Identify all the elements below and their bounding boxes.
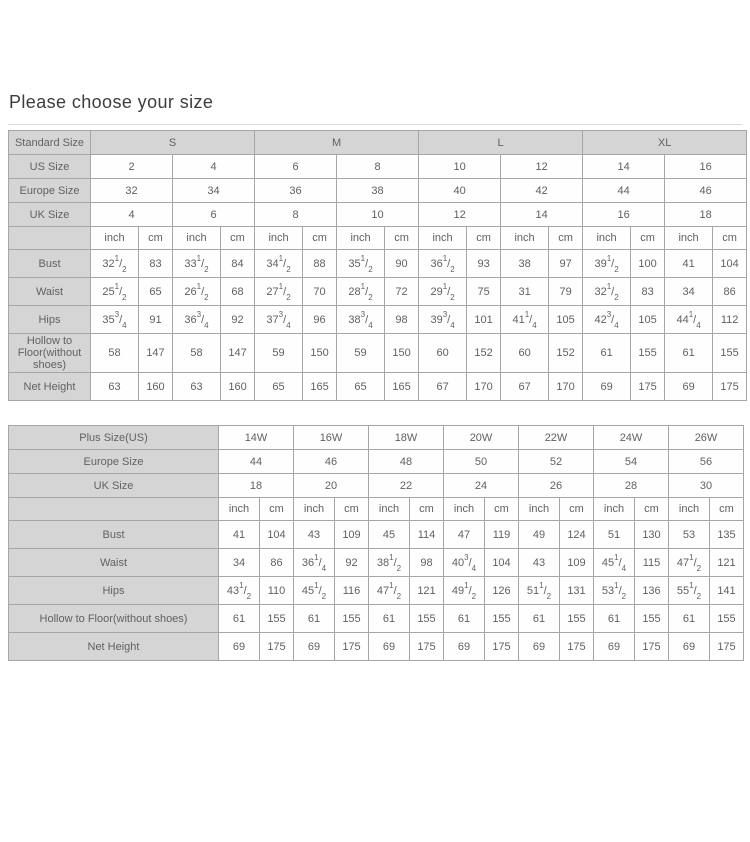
unit-header-inch: inch xyxy=(419,227,467,250)
measure-cell: 65 xyxy=(139,278,173,306)
measure-cell: $27^1/_2$ xyxy=(255,278,303,306)
measure-cell: 170 xyxy=(549,373,583,401)
measure-cell: 41 xyxy=(665,250,713,278)
measure-cell: 126 xyxy=(485,577,519,605)
size-cell: 48 xyxy=(369,450,444,474)
measure-cell: 59 xyxy=(337,334,385,373)
measure-cell: 63 xyxy=(91,373,139,401)
unit-header-cm: cm xyxy=(260,498,294,521)
measure-cell: 58 xyxy=(91,334,139,373)
row-label: Waist xyxy=(9,549,219,577)
size-cell: 16 xyxy=(665,155,747,179)
row-label: Europe Size xyxy=(9,179,91,203)
size-cell: 20 xyxy=(294,474,369,498)
measure-cell: 135 xyxy=(710,521,744,549)
measure-cell: 34 xyxy=(219,549,260,577)
size-cell: 28 xyxy=(594,474,669,498)
measure-cell: 150 xyxy=(303,334,337,373)
unit-header-inch: inch xyxy=(369,498,410,521)
size-row xyxy=(9,179,747,203)
measure-cell: 60 xyxy=(419,334,467,373)
row-label: Hollow to Floor(without shoes) xyxy=(9,605,219,633)
measure-cell: 170 xyxy=(467,373,501,401)
measure-cell: $39^3/_4$ xyxy=(419,306,467,334)
measure-cell: 93 xyxy=(467,250,501,278)
unit-header-inch: inch xyxy=(583,227,631,250)
measure-cell: 45 xyxy=(369,521,410,549)
unit-header-inch: inch xyxy=(255,227,303,250)
measure-cell: 61 xyxy=(294,605,335,633)
measure-cell: 72 xyxy=(385,278,419,306)
measure-cell: 109 xyxy=(335,521,369,549)
row-label: Waist xyxy=(9,278,91,306)
measure-cell: 83 xyxy=(139,250,173,278)
unit-header-inch: inch xyxy=(519,498,560,521)
measure-cell: $45^1/_4$ xyxy=(594,549,635,577)
measure-cell: $36^1/_2$ xyxy=(419,250,467,278)
measure-cell: 112 xyxy=(713,306,747,334)
measure-cell: 104 xyxy=(713,250,747,278)
size-group-header: M xyxy=(255,131,419,155)
measure-cell: 175 xyxy=(631,373,665,401)
unit-header-inch: inch xyxy=(91,227,139,250)
measure-cell: 43 xyxy=(294,521,335,549)
measure-cell: $55^1/_2$ xyxy=(669,577,710,605)
size-cell: 46 xyxy=(665,179,747,203)
measure-cell: $53^1/_2$ xyxy=(594,577,635,605)
measure-cell: 116 xyxy=(335,577,369,605)
row-label: UK Size xyxy=(9,474,219,498)
size-cell: 18W xyxy=(369,426,444,450)
unit-header-row xyxy=(9,498,744,521)
measure-cell: $36^1/_4$ xyxy=(294,549,335,577)
measure-cell: 91 xyxy=(139,306,173,334)
measure-cell: 69 xyxy=(594,633,635,661)
unit-header-inch: inch xyxy=(294,498,335,521)
measure-cell: 175 xyxy=(713,373,747,401)
measure-cell: 90 xyxy=(385,250,419,278)
measure-cell: 61 xyxy=(219,605,260,633)
measure-cell: 68 xyxy=(221,278,255,306)
measure-cell: 86 xyxy=(713,278,747,306)
size-cell: 4 xyxy=(91,203,173,227)
measure-cell: 34 xyxy=(665,278,713,306)
unit-header-cm: cm xyxy=(410,498,444,521)
measure-row xyxy=(9,605,744,633)
measure-cell: $35^1/_2$ xyxy=(337,250,385,278)
measure-cell: $51^1/_2$ xyxy=(519,577,560,605)
size-cell: 16W xyxy=(294,426,369,450)
size-cell: 22W xyxy=(519,426,594,450)
measure-cell: 69 xyxy=(669,633,710,661)
size-row xyxy=(9,426,744,450)
measure-cell: 67 xyxy=(419,373,467,401)
size-cell: 14W xyxy=(219,426,294,450)
measure-cell: 96 xyxy=(303,306,337,334)
unit-header-inch: inch xyxy=(669,498,710,521)
measure-cell: 61 xyxy=(519,605,560,633)
measure-cell: 160 xyxy=(139,373,173,401)
measure-cell: 155 xyxy=(631,334,665,373)
measure-cell: $42^3/_4$ xyxy=(583,306,631,334)
measure-cell: $49^1/_2$ xyxy=(444,577,485,605)
unit-header-cm: cm xyxy=(485,498,519,521)
measure-cell: 69 xyxy=(369,633,410,661)
measure-cell: 104 xyxy=(485,549,519,577)
measure-row xyxy=(9,577,744,605)
measure-cell: 98 xyxy=(385,306,419,334)
measure-cell: 88 xyxy=(303,250,337,278)
size-row xyxy=(9,450,744,474)
measure-cell: $38^1/_2$ xyxy=(369,549,410,577)
size-cell: 14 xyxy=(583,155,665,179)
unit-header-inch: inch xyxy=(219,498,260,521)
measure-cell: 84 xyxy=(221,250,255,278)
measure-cell: 49 xyxy=(519,521,560,549)
measure-cell: 109 xyxy=(560,549,594,577)
row-label: Net Height xyxy=(9,373,91,401)
row-label: Net Height xyxy=(9,633,219,661)
size-cell: 40 xyxy=(419,179,501,203)
measure-cell: 47 xyxy=(444,521,485,549)
size-cell: 36 xyxy=(255,179,337,203)
row-label: Bust xyxy=(9,250,91,278)
unit-header-row xyxy=(9,227,747,250)
unit-row-spacer xyxy=(9,498,219,521)
size-cell: 44 xyxy=(583,179,665,203)
measure-cell: 83 xyxy=(631,278,665,306)
size-cell: 12 xyxy=(501,155,583,179)
measure-cell: $36^3/_4$ xyxy=(173,306,221,334)
measure-cell: 124 xyxy=(560,521,594,549)
measure-cell: 105 xyxy=(549,306,583,334)
measure-cell: $33^1/_2$ xyxy=(173,250,221,278)
measure-cell: 69 xyxy=(444,633,485,661)
measure-cell: 165 xyxy=(303,373,337,401)
measure-cell: 147 xyxy=(139,334,173,373)
size-cell: 6 xyxy=(173,203,255,227)
unit-header-cm: cm xyxy=(303,227,337,250)
measure-cell: 155 xyxy=(635,605,669,633)
measure-cell: 105 xyxy=(631,306,665,334)
measure-cell: $32^1/_2$ xyxy=(583,278,631,306)
size-group-header: S xyxy=(91,131,255,155)
row-label: Bust xyxy=(9,521,219,549)
unit-header-inch: inch xyxy=(501,227,549,250)
measure-cell: 60 xyxy=(501,334,549,373)
measure-cell: $26^1/_2$ xyxy=(173,278,221,306)
measure-cell: 51 xyxy=(594,521,635,549)
measure-cell: 155 xyxy=(410,605,444,633)
measure-cell: 114 xyxy=(410,521,444,549)
unit-header-inch: inch xyxy=(444,498,485,521)
row-label: UK Size xyxy=(9,203,91,227)
measure-cell: 175 xyxy=(635,633,669,661)
measure-cell: 131 xyxy=(560,577,594,605)
measure-cell: $41^1/_4$ xyxy=(501,306,549,334)
size-cell: 52 xyxy=(519,450,594,474)
measure-cell: 175 xyxy=(560,633,594,661)
size-cell: 10 xyxy=(419,155,501,179)
measure-cell: 155 xyxy=(485,605,519,633)
measure-cell: $29^1/_2$ xyxy=(419,278,467,306)
measure-cell: 61 xyxy=(594,605,635,633)
measure-cell: 98 xyxy=(410,549,444,577)
size-cell: 34 xyxy=(173,179,255,203)
measure-cell: 61 xyxy=(665,334,713,373)
unit-header-cm: cm xyxy=(631,227,665,250)
measure-cell: 175 xyxy=(710,633,744,661)
unit-header-inch: inch xyxy=(173,227,221,250)
measure-cell: 175 xyxy=(260,633,294,661)
size-row xyxy=(9,474,744,498)
measure-cell: 86 xyxy=(260,549,294,577)
measure-row xyxy=(9,521,744,549)
unit-header-cm: cm xyxy=(560,498,594,521)
row-label: Plus Size(US) xyxy=(9,426,219,450)
measure-cell: 75 xyxy=(467,278,501,306)
measure-cell: 43 xyxy=(519,549,560,577)
size-cell: 16 xyxy=(583,203,665,227)
size-group-row xyxy=(9,131,747,155)
size-cell: 24W xyxy=(594,426,669,450)
measure-cell: 155 xyxy=(710,605,744,633)
measure-cell: 152 xyxy=(549,334,583,373)
measure-cell: $39^1/_2$ xyxy=(583,250,631,278)
row-label: Hips xyxy=(9,306,91,334)
size-cell: 18 xyxy=(665,203,747,227)
measure-cell: 69 xyxy=(519,633,560,661)
size-cell: 32 xyxy=(91,179,173,203)
measure-cell: $25^1/_2$ xyxy=(91,278,139,306)
title-divider xyxy=(8,124,742,125)
size-cell: 12 xyxy=(419,203,501,227)
measure-cell: 61 xyxy=(583,334,631,373)
measure-cell: 79 xyxy=(549,278,583,306)
measure-cell: 155 xyxy=(560,605,594,633)
size-chart-page xyxy=(0,92,750,661)
unit-header-cm: cm xyxy=(139,227,173,250)
measure-cell: 147 xyxy=(221,334,255,373)
unit-row-spacer xyxy=(9,227,91,250)
size-cell: 4 xyxy=(173,155,255,179)
size-cell: 26W xyxy=(669,426,744,450)
measure-cell: 121 xyxy=(710,549,744,577)
size-cell: 14 xyxy=(501,203,583,227)
measure-cell: $44^1/_4$ xyxy=(665,306,713,334)
row-label: US Size xyxy=(9,155,91,179)
unit-header-inch: inch xyxy=(594,498,635,521)
measure-cell: 41 xyxy=(219,521,260,549)
measure-cell: 104 xyxy=(260,521,294,549)
measure-cell: 155 xyxy=(260,605,294,633)
size-cell: 38 xyxy=(337,179,419,203)
size-cell: 54 xyxy=(594,450,669,474)
size-row xyxy=(9,155,747,179)
measure-cell: $47^1/_2$ xyxy=(669,549,710,577)
measure-cell: 38 xyxy=(501,250,549,278)
measure-cell: 136 xyxy=(635,577,669,605)
measure-cell: 59 xyxy=(255,334,303,373)
plus-size-table xyxy=(8,425,744,661)
measure-cell: $38^3/_4$ xyxy=(337,306,385,334)
measure-cell: 69 xyxy=(583,373,631,401)
measure-cell: $40^3/_4$ xyxy=(444,549,485,577)
size-cell: 24 xyxy=(444,474,519,498)
size-cell: 10 xyxy=(337,203,419,227)
measure-cell: 31 xyxy=(501,278,549,306)
measure-cell: 69 xyxy=(294,633,335,661)
unit-header-cm: cm xyxy=(385,227,419,250)
size-row xyxy=(9,203,747,227)
size-cell: 44 xyxy=(219,450,294,474)
measure-cell: 61 xyxy=(444,605,485,633)
unit-header-inch: inch xyxy=(337,227,385,250)
measure-cell: $28^1/_2$ xyxy=(337,278,385,306)
measure-cell: 69 xyxy=(665,373,713,401)
size-group-header: XL xyxy=(583,131,747,155)
measure-cell: 69 xyxy=(219,633,260,661)
row-label: Hips xyxy=(9,577,219,605)
unit-header-cm: cm xyxy=(221,227,255,250)
measure-cell: $34^1/_2$ xyxy=(255,250,303,278)
measure-cell: 67 xyxy=(501,373,549,401)
measure-row xyxy=(9,549,744,577)
measure-row xyxy=(9,373,747,401)
standard-size-table xyxy=(8,130,747,401)
measure-cell: 97 xyxy=(549,250,583,278)
measure-cell: 65 xyxy=(337,373,385,401)
measure-row xyxy=(9,334,747,373)
measure-cell: 101 xyxy=(467,306,501,334)
measure-cell: 141 xyxy=(710,577,744,605)
measure-cell: 155 xyxy=(713,334,747,373)
measure-cell: 165 xyxy=(385,373,419,401)
size-cell: 46 xyxy=(294,450,369,474)
size-cell: 18 xyxy=(219,474,294,498)
measure-cell: 130 xyxy=(635,521,669,549)
measure-row xyxy=(9,250,747,278)
row-label: Hollow to Floor(without shoes) xyxy=(9,334,91,373)
size-group-header: L xyxy=(419,131,583,155)
measure-row xyxy=(9,278,747,306)
measure-cell: 92 xyxy=(335,549,369,577)
measure-cell: 175 xyxy=(335,633,369,661)
measure-cell: 152 xyxy=(467,334,501,373)
size-cell: 50 xyxy=(444,450,519,474)
measure-cell: 121 xyxy=(410,577,444,605)
measure-cell: 119 xyxy=(485,521,519,549)
measure-cell: $37^3/_4$ xyxy=(255,306,303,334)
measure-cell: 70 xyxy=(303,278,337,306)
measure-row xyxy=(9,633,744,661)
measure-cell: 115 xyxy=(635,549,669,577)
size-cell: 56 xyxy=(669,450,744,474)
measure-cell: 110 xyxy=(260,577,294,605)
size-cell: 20W xyxy=(444,426,519,450)
size-cell: 8 xyxy=(337,155,419,179)
measure-cell: 155 xyxy=(335,605,369,633)
unit-header-cm: cm xyxy=(713,227,747,250)
size-cell: 26 xyxy=(519,474,594,498)
size-cell: 42 xyxy=(501,179,583,203)
measure-cell: $45^1/_2$ xyxy=(294,577,335,605)
size-cell: 6 xyxy=(255,155,337,179)
measure-cell: 160 xyxy=(221,373,255,401)
measure-cell: $43^1/_2$ xyxy=(219,577,260,605)
measure-cell: 65 xyxy=(255,373,303,401)
unit-header-cm: cm xyxy=(635,498,669,521)
unit-header-inch: inch xyxy=(665,227,713,250)
page-title: Please choose your size xyxy=(9,92,214,112)
measure-cell: 61 xyxy=(669,605,710,633)
size-cell: 8 xyxy=(255,203,337,227)
measure-cell: 150 xyxy=(385,334,419,373)
corner-cell: Standard Size xyxy=(9,131,91,155)
unit-header-cm: cm xyxy=(549,227,583,250)
measure-cell: $32^1/_2$ xyxy=(91,250,139,278)
unit-header-cm: cm xyxy=(335,498,369,521)
row-label: Europe Size xyxy=(9,450,219,474)
measure-cell: 53 xyxy=(669,521,710,549)
measure-cell: 58 xyxy=(173,334,221,373)
size-cell: 30 xyxy=(669,474,744,498)
unit-header-cm: cm xyxy=(710,498,744,521)
measure-cell: 100 xyxy=(631,250,665,278)
unit-header-cm: cm xyxy=(467,227,501,250)
measure-cell: 61 xyxy=(369,605,410,633)
measure-cell: 175 xyxy=(485,633,519,661)
measure-cell: 63 xyxy=(173,373,221,401)
measure-cell: 92 xyxy=(221,306,255,334)
measure-row xyxy=(9,306,747,334)
size-cell: 22 xyxy=(369,474,444,498)
measure-cell: $35^3/_4$ xyxy=(91,306,139,334)
measure-cell: $47^1/_2$ xyxy=(369,577,410,605)
size-cell: 2 xyxy=(91,155,173,179)
measure-cell: 175 xyxy=(410,633,444,661)
